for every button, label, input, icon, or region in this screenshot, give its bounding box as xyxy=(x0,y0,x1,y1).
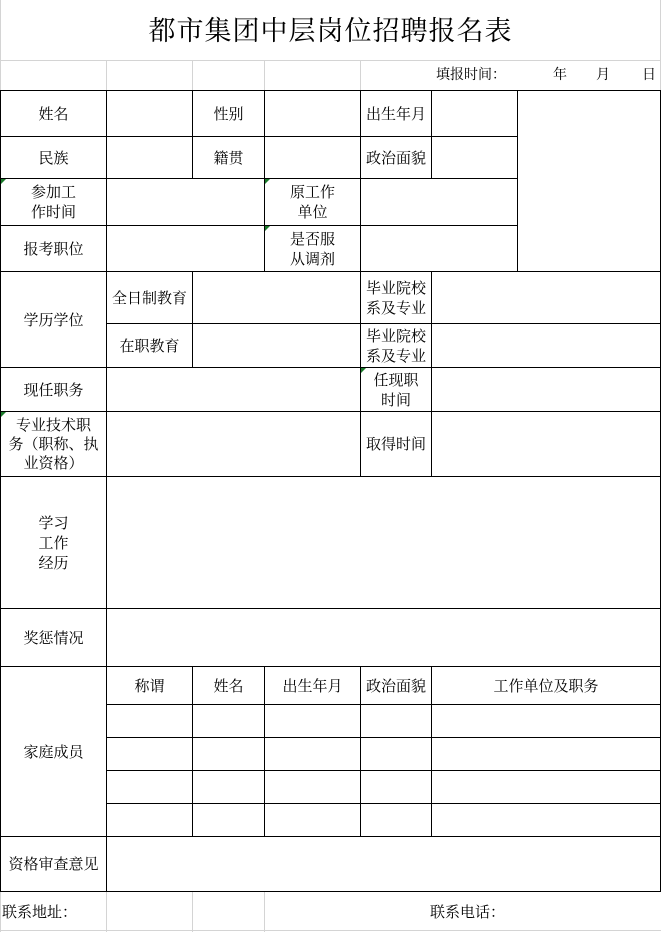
review-label: 资格审查意见 xyxy=(8,855,99,873)
political-status-label: 政治面貌 xyxy=(365,148,426,167)
political-status-field[interactable] xyxy=(432,137,517,178)
family-row[interactable] xyxy=(107,738,660,770)
fill-time-month: 月 xyxy=(596,67,610,83)
gridline xyxy=(106,891,107,932)
ethnicity-field[interactable] xyxy=(107,137,192,178)
experience-line3: 经历 xyxy=(38,553,69,572)
birth-field[interactable] xyxy=(432,91,517,136)
orig-unit-label xyxy=(265,179,360,225)
gender-field[interactable] xyxy=(265,91,360,136)
family-header-relation: 称谓 xyxy=(134,676,165,695)
form-title: 都市集团中层岗位招聘报名表 xyxy=(148,16,513,47)
gridline xyxy=(0,60,661,61)
experience-line1: 学习 xyxy=(38,513,69,532)
fulltime-school-line1: 毕业院校 xyxy=(365,278,426,297)
work-start-label xyxy=(1,179,106,225)
gridline xyxy=(264,891,265,932)
accept-transfer-field[interactable] xyxy=(361,226,517,271)
term-start-line2: 时间 xyxy=(380,390,411,409)
apply-position-label: 报考职位 xyxy=(23,239,84,258)
birth-label: 出生年月 xyxy=(365,104,426,123)
current-position-field[interactable] xyxy=(107,368,360,411)
work-start-line1: 参加工 xyxy=(30,183,76,201)
name-field[interactable] xyxy=(107,91,192,136)
inservice-school-line2: 系及专业 xyxy=(365,346,426,365)
gridline xyxy=(264,61,265,90)
inservice-school-label xyxy=(361,324,431,367)
accept-transfer-label xyxy=(265,226,360,271)
obtained-time-field[interactable] xyxy=(432,412,660,476)
family-header-work: 工作单位及职务 xyxy=(493,676,599,695)
tech-title-line3: 业资格） xyxy=(23,453,84,472)
term-start-field[interactable] xyxy=(432,368,660,411)
inservice-label: 在职教育 xyxy=(119,336,180,355)
accept-transfer-line1: 是否服 xyxy=(289,229,335,248)
family-header-name: 姓名 xyxy=(213,676,244,695)
orig-unit-line2: 单位 xyxy=(297,203,328,221)
education-label: 学历学位 xyxy=(23,310,84,329)
rewards-label: 奖惩情况 xyxy=(23,628,84,647)
fill-time-label: 填报时间： xyxy=(436,67,506,83)
border xyxy=(0,891,661,892)
fulltime-field[interactable] xyxy=(193,272,360,323)
tech-title-label xyxy=(1,412,106,476)
orig-unit-field[interactable] xyxy=(361,179,517,225)
fulltime-school-label xyxy=(361,272,431,323)
gridline xyxy=(0,891,1,932)
gridline xyxy=(0,930,661,931)
experience-field[interactable] xyxy=(107,477,660,608)
photo-area[interactable] xyxy=(518,91,660,271)
fill-time-day: 日 xyxy=(642,67,656,83)
address-label: 联系地址： xyxy=(2,903,78,921)
native-place-label: 籍贯 xyxy=(213,148,244,167)
experience-label xyxy=(1,477,106,608)
gridline xyxy=(106,61,107,90)
rewards-field[interactable] xyxy=(107,609,660,666)
family-row[interactable] xyxy=(107,804,660,836)
obtained-time-label: 取得时间 xyxy=(365,435,426,453)
gridline xyxy=(192,61,193,90)
inservice-field[interactable] xyxy=(193,324,360,367)
gridline xyxy=(360,61,361,90)
inservice-school-field[interactable] xyxy=(432,324,660,367)
current-position-label: 现任职务 xyxy=(23,380,84,399)
family-row[interactable] xyxy=(107,705,660,737)
family-row[interactable] xyxy=(107,771,660,803)
apply-position-field[interactable] xyxy=(107,226,264,271)
phone-label: 联系电话： xyxy=(430,903,506,921)
experience-line2: 工作 xyxy=(38,533,69,552)
name-label: 姓名 xyxy=(38,104,69,123)
term-start-label xyxy=(361,368,431,411)
family-header-birth: 出生年月 xyxy=(282,676,343,695)
term-start-line1: 任现职 xyxy=(373,370,419,389)
tech-title-field[interactable] xyxy=(107,412,360,476)
gridline xyxy=(192,891,193,932)
work-start-field[interactable] xyxy=(107,179,264,225)
native-place-field[interactable] xyxy=(265,137,360,178)
fulltime-label: 全日制教育 xyxy=(111,288,187,307)
inservice-school-line1: 毕业院校 xyxy=(365,326,426,345)
family-label: 家庭成员 xyxy=(23,742,84,761)
ethnicity-label: 民族 xyxy=(38,148,69,167)
family-header-political: 政治面貌 xyxy=(365,676,426,695)
accept-transfer-line2: 从调剂 xyxy=(289,249,335,268)
fulltime-school-field[interactable] xyxy=(432,272,660,323)
tech-title-line1: 专业技术职 xyxy=(15,415,91,434)
orig-unit-line1: 原工作 xyxy=(289,183,335,201)
work-start-line2: 作时间 xyxy=(30,203,76,221)
gender-label: 性别 xyxy=(213,104,244,123)
tech-title-line2: 务（职称、执 xyxy=(8,434,99,453)
fulltime-school-line2: 系及专业 xyxy=(365,298,426,317)
fill-time-year: 年 xyxy=(553,67,567,83)
review-field[interactable] xyxy=(107,837,660,891)
